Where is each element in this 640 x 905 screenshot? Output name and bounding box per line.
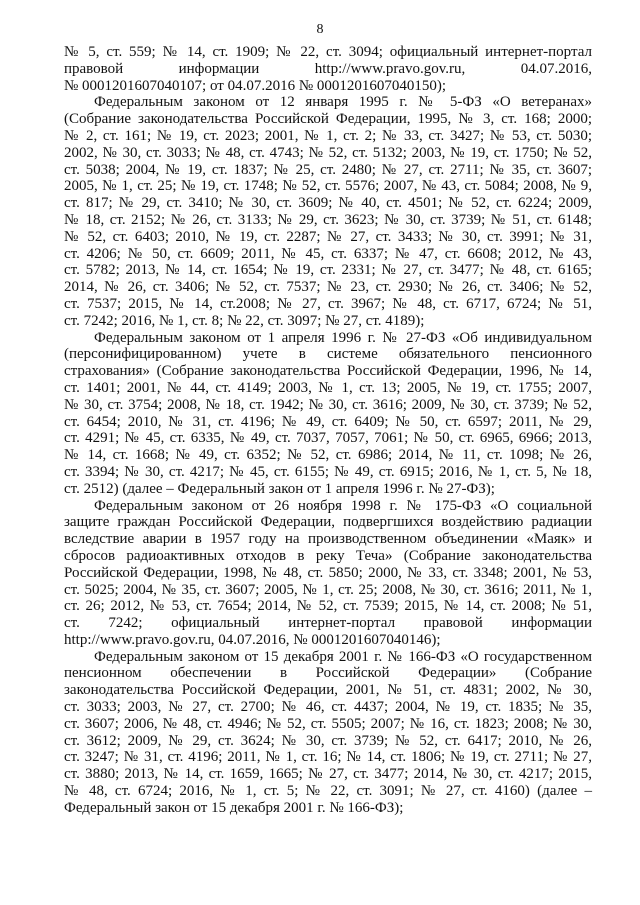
text-line: вследствие аварии в 1957 году на производственном объединении «Маяк» и [64,531,592,548]
text-line: ст. 1401; 2001, № 44, ст. 4149; 2003, № 1, ст. 13; 2005, № 19, ст. 1755; 2007, [64,379,592,396]
text-line: 2005, № 1, ст. 25; № 19, ст. 1748; № 52, ст. 5576; 2007, № 43, ст. 5084; 2008, № 9, [64,178,592,195]
text-line: ст. 6454; 2010, № 31, ст. 4196; № 49, ст. 6409; № 50, ст. 6597; 2011, № 29, [64,413,592,430]
text-line: ст. 3394; № 30, ст. 4217; № 45, ст. 6155; № 49, ст. 6915; 2016, № 1, ст. 5, № 18, [64,463,592,480]
paragraph [64,44,592,94]
text-line: № 0001201607040107; от 04.07.2016 № 0001201607040150); [64,77,447,94]
text-line: ст. 817; № 29, ст. 3410; № 30, ст. 3609; № 40, ст. 4501; № 52, ст. 6224; 2009, [64,195,592,212]
text-line: № 30, ст. 3754; 2008, № 18, ст. 1942; № 30, ст. 3616; 2009, № 30, ст. 3739; № 52, [64,396,592,413]
text-line: ст. 3607; 2006, № 48, ст. 4946; № 52, ст. 5505; 2007; № 16, ст. 1823; 2008; № 30, [64,715,592,732]
text-line: Российской Федерации, 1998, № 48, ст. 5850; 2000, № 33, ст. 3348; 2001, № 53, [64,564,592,581]
text-line: ст. 4206; № 50, ст. 6609; 2011, № 45, ст. 6337; № 47, ст. 6608; 2012, № 43, [64,245,592,262]
text-line: (Собрание законодательства Российской Федерации, 1995, № 3, ст. 168; 2000; [64,111,592,128]
text-line: законодательства Российской Федерации, 2001, № 51, ст. 4831; 2002, № 30, [64,682,592,699]
text-line: ст. 3033; 2003, № 27, ст. 2700; № 46, ст. 4437; 2004, № 19, ст. 1835; № 35, [64,699,592,716]
paragraph [64,498,592,649]
text-line: ст. 5038; 2004, № 19, ст. 1837; № 25, ст. 2480; № 27, ст. 2711; № 35, ст. 3607; [64,161,592,178]
text-line: № 2, ст. 161; № 19, ст. 2023; 2001, № 1, ст. 2; № 33, ст. 3427; № 53, ст. 5030; [64,127,592,144]
text-line: правовой информации http://www.pravo.gov.ru, 04.07.2016, [64,60,592,77]
text-line: ст. 26; 2012, № 53, ст. 7654; 2014, № 52, ст. 7539; 2015, № 14, ст. 2008; № 51, [64,598,592,615]
text-line: ст. 7242; официальный интернет-портал правовой информации [64,615,592,632]
text-line: 2002, № 30, ст. 3033; № 48, ст. 4743; № 52, ст. 5132; 2003, № 19, ст. 1750; № 52, [64,144,592,161]
paragraph [64,649,592,817]
text-line: № 52, ст. 6403; 2010, № 19, ст. 2287; № 27, ст. 3433; № 30, ст. 3991; № 31, [64,228,592,245]
text-line: Федеральным законом от 12 января 1995 г. № 5-ФЗ «О ветеранах» [94,94,592,111]
text-line: (персонифицированном) учете в системе обязательного пенсионного [64,346,592,363]
text-line: http://www.pravo.gov.ru, 04.07.2016, № 0001201607040146); [64,631,441,648]
text-line: 2014, № 26, ст. 3406; № 52, ст. 7537; № 23, ст. 2930; № 26, ст. 3406; № 52, [64,279,592,296]
paragraph [64,94,592,329]
text-line: ст. 2512) (далее – Федеральный закон от 1 апреля 1996 г. № 27-ФЗ); [64,480,495,497]
text-line: № 14, ст. 1668; № 49, ст. 6352; № 52, ст. 6986; 2014, № 11, ст. 1098; № 26, [64,447,592,464]
text-line: Федеральным законом от 15 декабря 2001 г. № 166-ФЗ «О государственном [94,648,592,665]
page-number: 8 [316,22,324,37]
text-line: ст. 5025; 2004, № 35, ст. 3607; 2005, № 1, ст. 25; 2008, № 30, ст. 3616; 2011, № 1, [64,581,592,598]
text-line: № 48, ст. 6724; 2016, № 1, ст. 5; № 22, ст. 3091; № 27, ст. 4160) (далее – [64,783,592,800]
text-line: ст. 3247; № 31, ст. 4196; 2011, № 1, ст. 16; № 14, ст. 1806; № 19, ст. 2711; № 27, [64,749,592,766]
text-line: ст. 3880; 2013, № 14, ст. 1659, 1665; № 27, ст. 3477; 2014, № 30, ст. 4217; 2015, [64,766,592,783]
text-line: № 18, ст. 2152; № 26, ст. 3133; № 29, ст. 3623; № 30, ст. 3739; № 51, ст. 6148; [64,211,592,228]
text-line: ст. 4291; № 45, ст. 6335, № 49, ст. 7037, 7057, 7061; № 50, ст. 6965, 6966; 2013, [64,430,592,447]
text-line: ст. 3612; 2009, № 29, ст. 3624; № 30, ст. 3739; № 52, ст. 6417; 2010, № 26, [64,732,592,749]
text-line: Федеральным законом от 26 ноября 1998 г. № 175-ФЗ «О социальной [94,497,592,514]
text-line: сбросов радиоактивных отходов в реку Теча» (Собрание законодательства [64,547,592,564]
paragraph [64,330,592,498]
text-line: Федеральный закон от 15 декабря 2001 г. № 166-ФЗ); [64,799,404,816]
text-line: ст. 5782; 2013, № 14, ст. 1654; № 19, ст. 2331; № 27, ст. 3477; № 48, ст. 6165; [64,262,592,279]
text-line: страхования» (Собрание законодательства Российской Федерации, 1996, № 14, [64,363,592,380]
text-line: защите граждан Российской Федерации, подвергшихся воздействию радиации [64,514,592,531]
text-line: Федеральным законом от 1 апреля 1996 г. № 27-ФЗ «Об индивидуальном [94,329,592,346]
text-line: ст. 7537; 2015, № 14, ст.2008; № 27, ст. 3967; № 48, ст. 6717, 6724; № 51, [64,295,592,312]
document-body [64,44,592,817]
text-line: ст. 7242; 2016, № 1, ст. 8; № 22, ст. 3097; № 27, ст. 4189); [64,312,425,329]
text-line: № 5, ст. 559; № 14, ст. 1909; № 22, ст. 3094; официальный интернет-портал [64,44,592,60]
text-line: пенсионном обеспечении в Российской Федерации» (Собрание [64,665,592,682]
